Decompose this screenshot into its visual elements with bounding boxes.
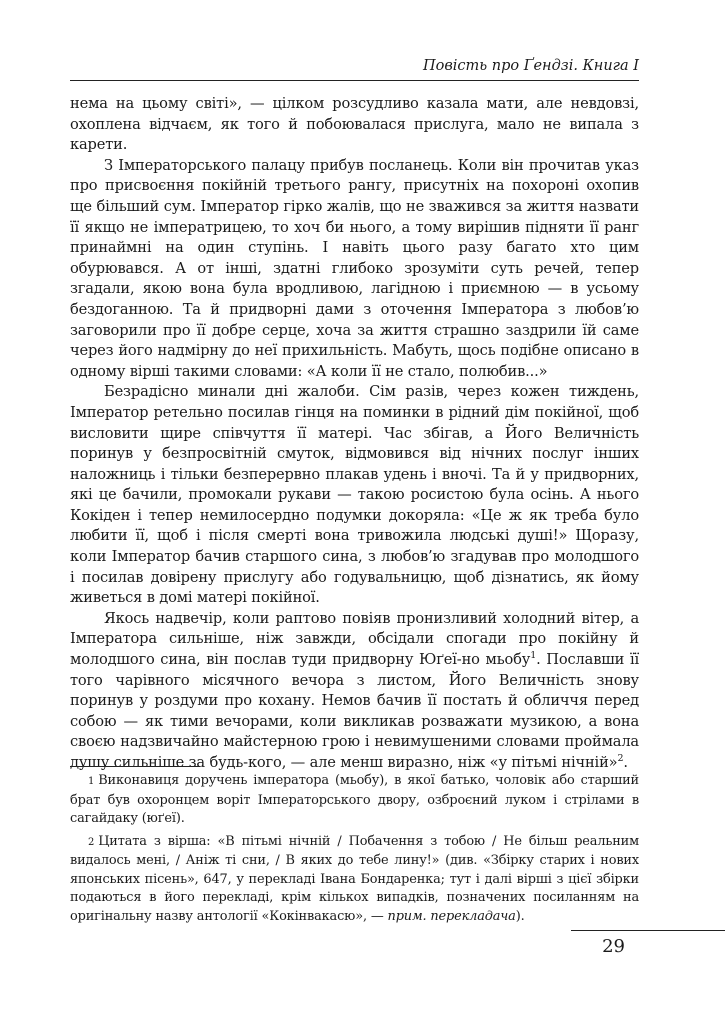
paragraph-4-part-1: Якось надвечір, коли раптово повіяв пронизливий холодний вітер, а Імператора сильніше, ніж завжди, обсідали спогади про покійну й молодшого сина, він послав туди придворну Юґеї-но мьобу	[70, 609, 639, 669]
footnote-2-end: ).	[515, 908, 525, 924]
header-rule	[70, 80, 639, 81]
footnotes	[70, 772, 639, 926]
footnote-2-text: Цитата з вірша: «В пітьмі нічній / Побачення з тобою / Не більш реальним видалось мені, / Аніж ті сни, / В яких до тебе лину!» (див. «Збірку старих і нових японських пісень», 647, у перекладі Івана Бондаренка; тут і далі вірші з цієї збірки подаються в його перекладі, крім кількох випадків, позначених посиланням на оригінальну назву антології «Кокінвакасю», —	[70, 833, 639, 924]
page-number: 29	[602, 936, 625, 957]
paragraph-1: нема на цьому світі», — цілком розсудливо казала мати, але невдовзі, охоплена відчаєм, як того й побоювалася прислуга, мало не випала з карети.	[70, 95, 639, 154]
page-number-rule	[571, 930, 725, 931]
paragraph-3: Безрадісно минали дні жалоби. Сім разів, через кожен тиждень, Імператор ретельно посилав гінця на поминки в рідний дім покійної, щоб висловити щире співчуття її матері. Час збігав, а Його Величність поринув у безпросвітній смуток, відмовився від нічних послуг інших наложниць і тільки безперервно плакав удень і вночі. Та й у придворних, які це бачили, промокали рукави — такою росистою була осінь. А нього Кокіден і тепер немилосердно подумки докоряла: «Це ж як треба було любити її, щоб і після смерті вона тривожила людські душі!» Щоразу, коли Імператор бачив старшого сина, з любов’ю згадував про молодшого і посилав довірену прислугу або годувальницю, щоб дізнатись, як йому живеться в домі матері покійної.	[70, 383, 639, 607]
running-header: Повість про Ґендзі. Книга I	[422, 58, 639, 74]
footnote-1	[70, 772, 639, 829]
paragraph-4-part-2: . Пославши її того чарівного місячного вечора з листом, Його Величність знову поринув у роздуми про кохану. Немов бачив її постать й обличчя перед собою — як тими вечорами, коли викликав розважати музикою, а вона своєю надзвичайно майстерною грою і невимушеними словами проймала душу сильніше за будь-кого, — але менш виразно, ніж «у пітьмі нічній»	[70, 651, 639, 771]
paragraph-4-end: .	[623, 754, 628, 771]
footnote-2-italic: прим. перекладача	[387, 908, 516, 924]
footnote-ref-2[interactable]: 2	[617, 753, 624, 765]
footnote-1-mark: 1	[88, 776, 95, 787]
footnote-1-text: Виконавиця доручень імператора (мьобу), в якої батько, чоловік або старший брат був охоронцем воріт Імператорського двору, озброєний луком і стрілами в сагайдаку (юґеї).	[70, 773, 639, 826]
footnote-rule	[70, 766, 200, 767]
main-text	[70, 94, 639, 774]
footnote-ref-1[interactable]: 1	[530, 650, 537, 662]
footnote-2-mark: 2	[88, 836, 95, 848]
footnote-2	[70, 833, 639, 927]
paragraph-4	[70, 609, 639, 774]
paragraph-2: З Імператорського палацу прибув посланець. Коли він прочитав указ про присвоєння покійній третього рангу, присутніх на похороні охопив ще більший сум. Імператор гірко жалів, що не зважився за життя назвати її якщо не імператрицею, то хоч би нього, а тому вирішив підняти її ранг принаймні на один ступінь. І навіть цього разу багато хто цим обурювався. А от інші, здатні глибоко зрозуміти суть речей, тепер згадали, якою вона була вродливою, лагідною і приємною — в усьому бездоганною. Та й придворні дами з оточення Імператора з любов’ю заговорили про її добре серце, хоча за життя страшно заздрили їй саме через його надмірну до неї прихильність. Мабуть, щось подібне описано в одному вірші такими словами: «А коли її не стало, полюбив...»	[70, 156, 639, 380]
